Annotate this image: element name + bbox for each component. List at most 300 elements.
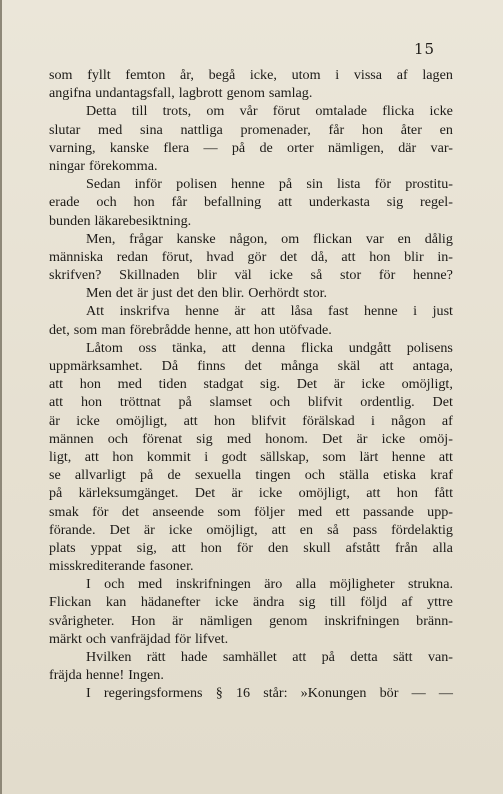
word: att <box>49 394 64 411</box>
text-line <box>49 612 453 630</box>
text-line <box>49 284 453 302</box>
word: följd <box>360 594 387 611</box>
word: nämligen, <box>327 139 384 156</box>
word: befallning <box>203 194 262 211</box>
word: gör <box>247 248 267 265</box>
word: förut <box>272 103 301 120</box>
word: Ingen. <box>128 667 164 684</box>
word: varning, <box>49 139 96 156</box>
word: etiska <box>383 467 417 484</box>
word: förut, <box>161 248 193 265</box>
word: att <box>221 339 236 356</box>
text-line <box>49 357 453 375</box>
word: tingen <box>255 467 291 484</box>
word: blifvit <box>251 412 286 429</box>
text-line <box>49 521 453 539</box>
word: genom <box>269 612 308 629</box>
word: Men <box>86 285 112 302</box>
word: det <box>176 285 194 302</box>
text-line <box>49 102 453 120</box>
word: henne, <box>194 321 232 338</box>
word: förekomma. <box>89 157 158 174</box>
word: hvad <box>206 248 234 265</box>
word: svårigheter. <box>49 612 115 629</box>
word: i <box>204 448 209 465</box>
word: äro <box>264 576 283 593</box>
word: till <box>330 594 346 611</box>
word: det <box>121 503 140 520</box>
word: fyllt <box>87 67 111 83</box>
word: upp- <box>427 503 453 520</box>
word: henne <box>185 303 219 320</box>
word: möjligheter <box>329 576 395 593</box>
word: vanfräjdad <box>110 630 171 647</box>
word: hon <box>369 248 391 265</box>
word: af <box>401 594 413 611</box>
word: Att <box>86 303 105 320</box>
word: afstått <box>345 539 381 556</box>
word: låsa <box>290 303 313 320</box>
word: inskrifningen <box>175 576 251 593</box>
word: lärt <box>359 448 379 465</box>
text-line <box>49 266 453 284</box>
text-line <box>49 466 453 484</box>
word: hade <box>180 649 208 665</box>
word: på <box>321 649 335 665</box>
word: att <box>171 539 186 556</box>
word: den <box>197 285 218 302</box>
word: förande. <box>49 521 96 538</box>
word: för <box>236 539 254 556</box>
word: utom <box>291 67 321 83</box>
word: att <box>235 321 250 338</box>
word: med <box>226 430 252 447</box>
word: sällskap, <box>260 448 310 465</box>
word: ningar <box>49 157 86 174</box>
text-line <box>49 430 453 448</box>
page-number: 15 <box>414 40 436 58</box>
word: henne <box>231 176 265 193</box>
word: så <box>327 521 339 538</box>
word: omöjligt, <box>206 521 258 538</box>
word: ordentlig. <box>360 394 415 411</box>
word: pass <box>352 521 378 538</box>
text-line <box>49 302 453 320</box>
word: är <box>137 285 149 302</box>
word: dålig <box>424 230 453 247</box>
word: kraf <box>430 467 453 484</box>
word: af <box>396 67 408 83</box>
word: någon <box>391 412 426 429</box>
word: på <box>278 176 293 193</box>
text-line <box>49 666 453 684</box>
word: flicka <box>300 339 334 356</box>
word: plats <box>49 539 76 556</box>
word: blifvit <box>307 394 343 411</box>
word: antaga, <box>412 358 453 374</box>
text-line <box>49 648 453 666</box>
word: oss <box>138 339 157 356</box>
word: trots, <box>162 103 192 120</box>
word: prostitu- <box>405 176 453 193</box>
word: — <box>203 139 218 156</box>
word: slutar <box>49 121 81 138</box>
word: för <box>174 630 191 647</box>
word: Flickan <box>49 594 92 611</box>
word: begå <box>208 67 236 83</box>
word: icke <box>168 521 193 538</box>
word: i <box>413 303 418 320</box>
word: Skillnaden <box>119 267 180 284</box>
word: honom. <box>265 430 308 447</box>
word: är <box>231 485 243 502</box>
word: samlag. <box>268 85 313 102</box>
word: är <box>333 376 345 393</box>
word: läkarebesiktning. <box>94 212 192 229</box>
word: sätt <box>393 649 413 665</box>
word: nattliga <box>180 121 223 138</box>
word: en <box>299 521 314 538</box>
body-text <box>49 66 453 703</box>
text-line <box>49 412 453 430</box>
word: icke <box>269 267 293 284</box>
word: skull <box>303 539 331 556</box>
word: är <box>172 612 184 629</box>
word: som <box>73 321 98 338</box>
word: I <box>86 576 91 593</box>
word: ändra <box>253 594 285 611</box>
word: för <box>92 503 109 520</box>
word: med <box>297 503 323 520</box>
word: Men, <box>86 230 116 247</box>
word: flickan <box>312 230 353 247</box>
word: strukna. <box>407 576 453 593</box>
word: Låtom <box>86 339 123 356</box>
word: så <box>310 267 323 284</box>
word: på <box>139 467 154 484</box>
word: hon <box>214 412 236 429</box>
word: någon, <box>229 230 268 247</box>
word: var- <box>430 139 453 156</box>
word: Det <box>432 394 453 411</box>
word: från <box>394 539 418 556</box>
word: att <box>379 358 394 374</box>
word: och <box>96 194 117 211</box>
word: den <box>268 539 289 556</box>
word: och <box>304 467 326 484</box>
word: underkasta <box>308 194 370 211</box>
word: omtalade <box>315 103 367 120</box>
word: flicka <box>382 103 415 120</box>
word: icke <box>76 412 100 429</box>
word: som <box>322 448 347 465</box>
word: om <box>206 103 225 120</box>
word: med <box>117 376 142 393</box>
word: Det <box>322 430 343 447</box>
word: att <box>292 649 307 665</box>
word: är <box>356 430 368 447</box>
word: sexuella <box>194 467 242 484</box>
word: icke <box>214 594 239 611</box>
word: fast <box>328 303 349 320</box>
text-line <box>49 375 453 393</box>
word: alla <box>295 576 317 593</box>
word: orter <box>287 139 314 156</box>
word: kan <box>105 594 127 611</box>
word: sin <box>306 176 323 193</box>
word: står: <box>263 685 288 702</box>
word: det <box>115 285 134 302</box>
word: uppmärksamhet. <box>49 358 143 374</box>
word: många <box>280 358 319 374</box>
word: att <box>277 194 293 211</box>
word: omöj- <box>419 430 453 447</box>
word: yttre <box>427 594 453 611</box>
word: i <box>335 67 340 83</box>
text-line <box>49 339 453 357</box>
word: flera <box>163 139 190 156</box>
word: att <box>271 521 286 538</box>
text-line <box>49 84 453 102</box>
word: väl <box>234 267 252 284</box>
word: hon <box>133 194 155 211</box>
word: ett <box>335 503 350 520</box>
word: vissa <box>353 67 383 83</box>
word: henne <box>391 448 426 465</box>
text-line <box>49 157 453 175</box>
text-line <box>49 539 453 557</box>
word: åter <box>400 121 422 138</box>
word: Det <box>296 376 318 393</box>
word: de <box>259 139 273 156</box>
word: — <box>438 685 453 702</box>
word: omöjligt, <box>116 412 168 429</box>
word: sig <box>386 194 404 211</box>
text-line <box>49 393 453 411</box>
word: är <box>234 303 246 320</box>
word: på <box>178 394 192 411</box>
word: henne! <box>85 667 125 684</box>
word: att <box>49 376 64 393</box>
word: stor. <box>303 285 328 302</box>
word: de <box>167 467 181 484</box>
text-line <box>49 684 453 702</box>
word: om <box>281 230 300 247</box>
word: till <box>131 103 148 120</box>
word: sig, <box>136 539 157 556</box>
word: Sedan <box>86 176 121 193</box>
word: som <box>217 503 241 520</box>
word: denna <box>251 339 286 356</box>
word: bunden <box>49 212 91 229</box>
word: undantagsfall, <box>95 85 175 102</box>
text-line <box>49 630 453 648</box>
word: kanske <box>109 139 150 156</box>
word: redan <box>116 248 149 265</box>
word: då, <box>310 248 328 265</box>
word: fördelaktig <box>391 521 453 538</box>
word: är <box>143 521 155 538</box>
word: tänka, <box>172 339 207 356</box>
word: är <box>49 412 60 429</box>
word: förälskad <box>302 412 355 429</box>
text-line <box>49 66 453 84</box>
word: lifvet. <box>194 630 229 647</box>
word: kärleksumgänget. <box>78 485 179 502</box>
text-line <box>49 193 453 211</box>
word: bränn- <box>416 612 453 629</box>
word: omöjligt, <box>298 485 350 502</box>
word: blir <box>197 267 217 284</box>
word: just <box>432 303 453 320</box>
word: genom <box>226 85 265 102</box>
word: alla <box>432 539 453 556</box>
word: af <box>441 412 453 429</box>
word: en <box>397 230 411 247</box>
word: promenader, <box>240 121 311 138</box>
word: ställa <box>339 467 369 484</box>
word: lista <box>336 176 361 193</box>
word: hon <box>79 376 101 393</box>
word: erade <box>49 194 80 211</box>
text-line <box>49 175 453 193</box>
text-line <box>49 230 453 248</box>
text-line <box>49 139 453 157</box>
word: slamset <box>209 394 252 411</box>
word: — <box>411 685 426 702</box>
word: kommit <box>146 448 191 465</box>
word: stadgat <box>203 376 244 393</box>
word: i <box>370 412 375 429</box>
word: icke <box>258 485 283 502</box>
word: blir <box>404 248 424 265</box>
word: fräjda <box>49 667 82 684</box>
word: lagen <box>422 67 453 83</box>
word: männen <box>49 430 94 447</box>
word: på <box>49 485 63 502</box>
word: hon <box>253 321 275 338</box>
word: sig. <box>260 376 281 393</box>
text-line <box>49 593 453 611</box>
word: just <box>152 285 173 302</box>
word: rätt <box>146 649 166 665</box>
word: skäl <box>337 358 361 374</box>
word: polisens <box>406 339 453 356</box>
word: Oerhördt <box>248 285 300 302</box>
word: omöjligt, <box>401 376 453 393</box>
word: att <box>260 303 276 320</box>
word: se <box>49 467 61 484</box>
text-line <box>49 575 453 593</box>
word: misskrediterande <box>49 558 146 575</box>
word: med <box>98 121 123 138</box>
word: femton <box>125 67 166 83</box>
word: henne <box>363 303 398 320</box>
word: tröttnat <box>119 394 161 411</box>
word: frågar <box>129 230 163 247</box>
word: undgått <box>348 339 392 356</box>
word: hon <box>112 448 134 465</box>
word: passande <box>362 503 414 520</box>
word: smak <box>49 503 79 520</box>
word: tiden <box>158 376 187 393</box>
text-line <box>49 557 453 575</box>
word: det <box>244 358 262 374</box>
word: där <box>398 139 417 156</box>
word: § <box>215 685 223 702</box>
word: finns <box>197 358 226 374</box>
text-line <box>49 503 453 521</box>
word: icke, <box>249 67 277 83</box>
word: Hon <box>131 612 156 629</box>
word: år, <box>179 67 194 83</box>
word: nämligen <box>199 612 253 629</box>
word: att <box>183 412 198 429</box>
word: lagbrott <box>178 85 223 102</box>
word: förebrådde <box>129 321 191 338</box>
word: med <box>137 576 163 593</box>
word: vår <box>239 103 258 120</box>
word: fasoner. <box>149 558 194 575</box>
word: regeringsformens <box>103 685 203 702</box>
word: en <box>439 121 453 138</box>
word: yppat <box>90 539 122 556</box>
word: hon <box>200 539 222 556</box>
word: att <box>341 248 356 265</box>
word: polisen <box>176 176 217 193</box>
word: att <box>438 448 453 465</box>
word: Det <box>109 521 130 538</box>
word: angifna <box>49 85 92 102</box>
word: icke <box>361 376 385 393</box>
word: sig <box>298 594 316 611</box>
word: bör <box>379 685 399 702</box>
word: som <box>49 67 73 83</box>
word: hon <box>80 394 103 411</box>
word: sig <box>196 430 213 447</box>
word: märkt <box>49 630 82 647</box>
text-line <box>49 212 453 230</box>
word: hädanefter <box>140 594 201 611</box>
word: hon <box>361 121 384 138</box>
word: fått <box>434 485 453 502</box>
word: blir. <box>221 285 245 302</box>
word: stor <box>340 267 362 284</box>
word: Då <box>161 358 179 374</box>
word: icke <box>429 103 453 120</box>
word: det, <box>49 321 70 338</box>
word: van- <box>427 649 453 665</box>
word: förenat <box>142 430 183 447</box>
word: och <box>269 394 291 411</box>
word: kanske <box>176 230 216 247</box>
word: utöfvade. <box>278 321 332 338</box>
word: 16 <box>235 685 251 702</box>
word: Det <box>194 485 216 502</box>
word: inskrifva <box>119 303 170 320</box>
word: får <box>171 194 188 211</box>
word: och <box>104 576 125 593</box>
word: ligt, <box>49 448 72 465</box>
word: att <box>366 485 381 502</box>
word: icke <box>381 430 406 447</box>
text-line <box>49 448 453 466</box>
text-line <box>49 121 453 139</box>
word: sina <box>140 121 163 138</box>
word: inskrifningen <box>324 612 400 629</box>
word: och <box>85 630 107 647</box>
word: följer <box>254 503 285 520</box>
